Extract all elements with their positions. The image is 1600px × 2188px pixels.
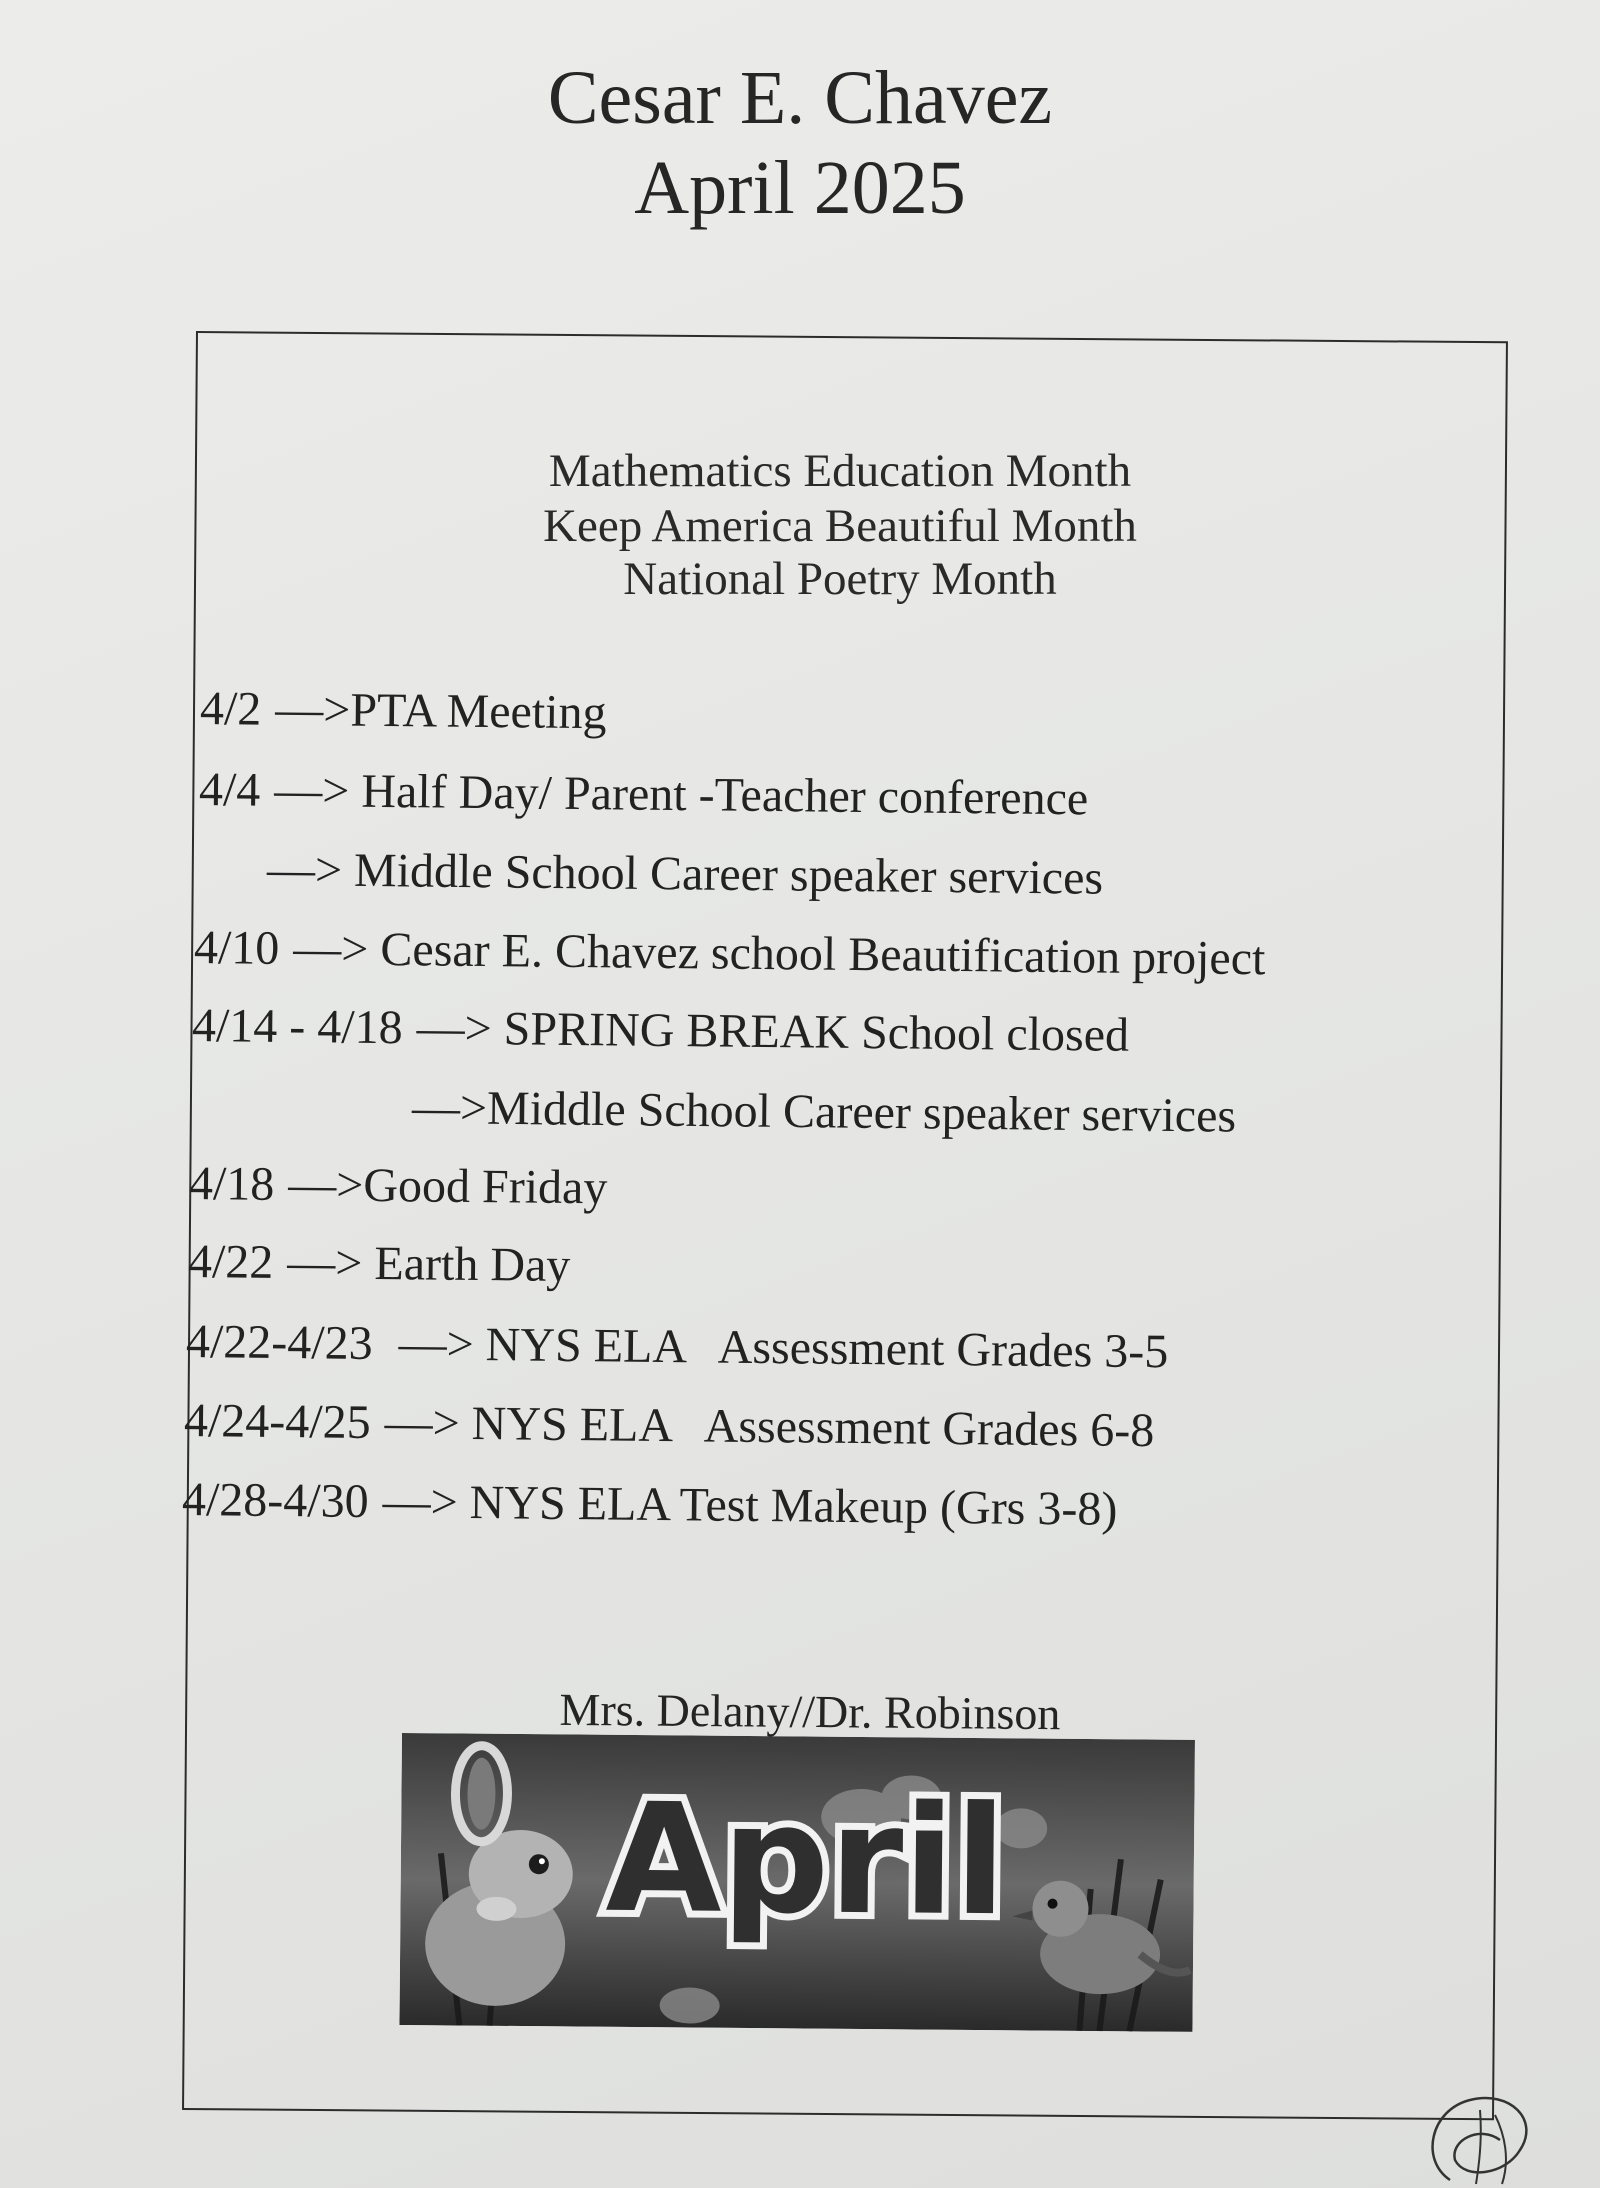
event-item: 4/14 - 4/18 —> SPRING BREAK School closed — [191, 999, 1130, 1062]
observance-keep-america-beautiful: Keep America Beautiful Month — [543, 500, 1137, 552]
event-item: 4/2 —>PTA Meeting — [199, 682, 607, 740]
signature-line: Mrs. Delany//Dr. Robinson — [559, 1683, 1061, 1740]
school-name: Cesar E. Chavez — [547, 56, 1053, 140]
event-item: —>Middle School Career speaker services — [411, 1081, 1237, 1143]
event-item: 4/22 —> Earth Day — [187, 1235, 571, 1293]
event-item: 4/24-4/25 —> NYS ELA Assessment Grades 6-8 — [183, 1394, 1155, 1458]
april-banner-image — [399, 1733, 1195, 2032]
banner-word: April — [605, 1771, 1007, 1950]
observance-poetry: National Poetry Month — [623, 553, 1057, 605]
month-year-title: April 2025 — [634, 146, 966, 230]
event-item: —> Middle School Career speaker services — [266, 843, 1104, 905]
handwritten-mark — [1410, 2080, 1560, 2188]
event-item: 4/4 —> Half Day/ Parent -Teacher conference — [198, 763, 1089, 826]
event-item: 4/18 —>Good Friday — [188, 1157, 608, 1215]
event-item: 4/22-4/23 —> NYS ELA Assessment Grades 3-5 — [185, 1315, 1169, 1379]
event-item: 4/10 —> Cesar E. Chavez school Beautification project — [193, 921, 1266, 986]
observance-math: Mathematics Education Month — [548, 445, 1132, 497]
event-item: 4/28-4/30 —> NYS ELA Test Makeup (Grs 3-8) — [181, 1473, 1118, 1536]
